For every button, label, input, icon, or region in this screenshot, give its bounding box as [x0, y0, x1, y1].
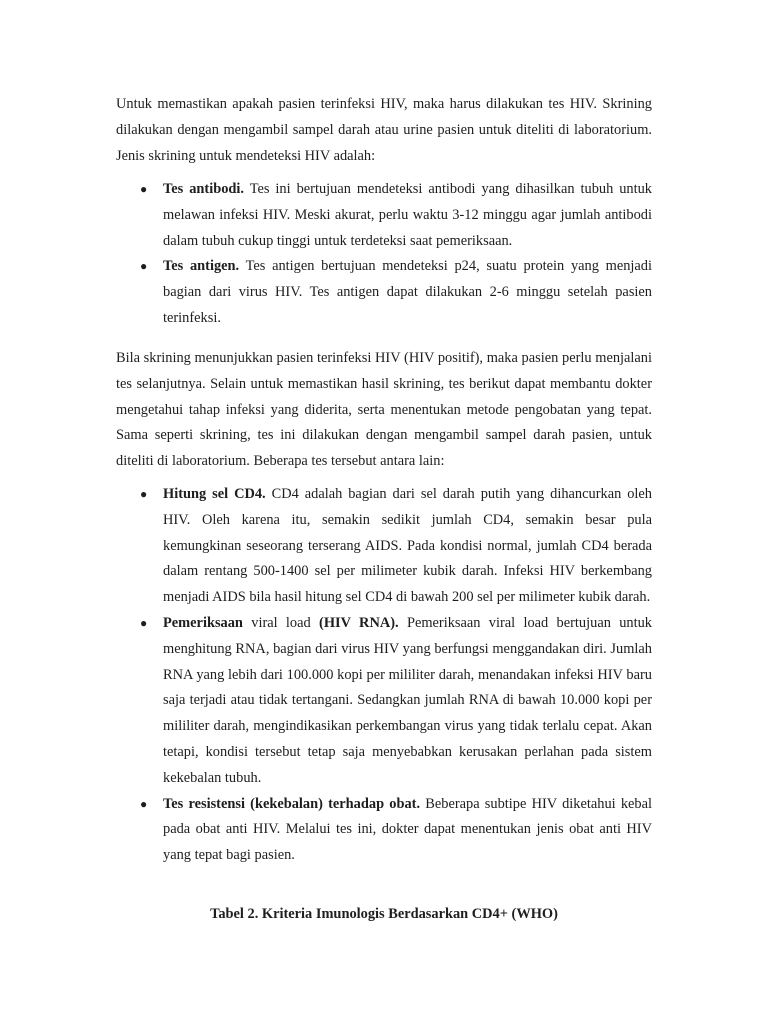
list-item	[140, 254, 652, 331]
bullet-icon: ●	[140, 259, 148, 274]
list-item-text: Pemeriksaan viral load bertujuan untuk menghitung RNA, bagian dari virus HIV yang berfungsi menggandakan diri. Jumlah RNA yang lebih dari 100.000 kopi per mililiter darah, menandakan infeksi HIV baru saja terjadi atau tidak tertangani. Sedangkan jumlah RNA di bawah 10.000 kopi per mililiter darah, mengindikasikan perkembangan virus yang tidak terlalu cepat. Akan tetapi, kondisi tersebut tetap saja menyebabkan kerusakan perlahan pada sistem kekebalan tubuh.	[163, 614, 652, 786]
bullet-icon: ●	[140, 182, 148, 196]
bullet-icon: ●	[140, 796, 148, 811]
followup-tests-list	[140, 482, 653, 869]
list-item	[140, 792, 653, 869]
list-item-text: Tes ini bertujuan mendeteksi antibodi yang dihasilkan tubuh untuk melawan infeksi HIV. Meski akurat, perlu waktu 3-12 minggu agar jumlah antibodi dalam tubuh cukup tinggi untuk terdeteksi saat pemeriksaan.	[163, 181, 653, 249]
list-item-middle: viral load	[242, 614, 320, 631]
intro-paragraph: Untuk memastikan apakah pasien terinfeksi HIV, maka harus dilakukan tes HIV. Skrining dilakukan dengan mengambil sampel darah atau urine pasien untuk diteliti di laboratorium. Jenis skrining untuk mendeteksi HIV adalah:	[116, 96, 652, 164]
list-item	[140, 177, 653, 254]
table-caption: Tabel 2. Kriteria Imunologis Berdasarkan CD4+ (WHO)	[210, 906, 558, 922]
list-item-term: Hitung sel CD4.	[163, 486, 266, 502]
list-item-term-2: (HIV RNA).	[319, 614, 399, 631]
screening-tests-list	[140, 177, 653, 332]
list-item-text: Beberapa subtipe HIV diketahui kebal pada obat anti HIV. Melalui tes ini, dokter dapat menentukan jenis obat anti HIV yang tepat bagi pasien.	[163, 795, 653, 864]
bullet-icon: ●	[140, 487, 148, 501]
list-item	[140, 611, 652, 792]
list-item-text: CD4 adalah bagian dari sel darah putih yang dihancurkan oleh HIV. Oleh karena itu, semakin sedikit jumlah CD4, semakin besar pula kemungkinan seseorang terserang AIDS. Pada kondisi normal, jumlah CD4 berada dalam rentang 500-1400 sel per milimeter kubik darah. Infeksi HIV berkembang menjadi AIDS bila hasil hitung sel CD4 di bawah 200 sel per milimeter kubik darah.	[163, 486, 653, 606]
followup-paragraph: Bila skrining menunjukkan pasien terinfeksi HIV (HIV positif), maka pasien perlu menjalani tes selanjutnya. Selain untuk memastikan hasil skrining, tes berikut dapat membantu dokter mengetahui tahap infeksi yang diderita, serta menentukan metode pengobatan yang tepat. Sama seperti skrining, tes ini dilakukan dengan mengambil sampel darah pasien, untuk diteliti di laboratorium. Beberapa tes tersebut antara lain:	[116, 350, 652, 470]
list-item-term: Tes antibodi.	[163, 181, 245, 197]
list-item-term: Pemeriksaan	[163, 614, 243, 631]
list-item	[140, 482, 653, 611]
bullet-icon: ●	[140, 615, 148, 630]
list-item-term: Tes antigen.	[163, 258, 240, 275]
list-item-term: Tes resistensi (kekebalan) terhadap obat.	[163, 795, 421, 812]
list-item-text: Tes antigen bertujuan mendeteksi p24, suatu protein yang menjadi bagian dari virus HIV. Tes antigen dapat dilakukan 2-6 minggu setelah pasien terinfeksi.	[163, 258, 652, 326]
